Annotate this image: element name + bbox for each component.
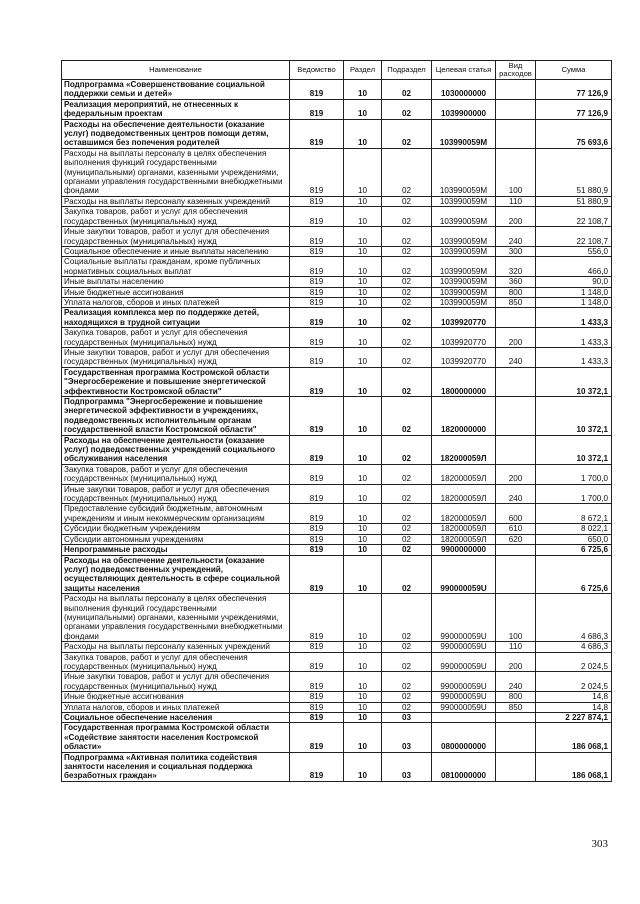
table-row — [62, 484, 612, 504]
row-expense-type — [496, 713, 536, 723]
row-target-article: 1039920770 — [432, 308, 496, 328]
row-target-article: 1030000000 — [432, 80, 496, 100]
row-podrazdel: 02 — [382, 594, 432, 642]
row-sum: 2 024,5 — [536, 672, 612, 692]
header-razdel: Раздел — [344, 61, 382, 80]
row-expense-type: 240 — [496, 672, 536, 692]
row-target-article: 1039920770 — [432, 347, 496, 367]
row-name: Закупка товаров, работ и услуг для обеспечения государственных (муниципальных) нужд — [62, 207, 290, 227]
row-razdel: 10 — [344, 672, 382, 692]
header-expense-type: Вид расходов — [496, 61, 536, 80]
row-razdel: 10 — [344, 594, 382, 642]
row-name: Закупка товаров, работ и услуг для обеспечения государственных (муниципальных) нужд — [62, 652, 290, 672]
table-row — [62, 308, 612, 328]
table-row — [62, 702, 612, 712]
row-expense-type: 620 — [496, 534, 536, 544]
row-target-article — [432, 713, 496, 723]
row-sum: 10 372,1 — [536, 367, 612, 396]
row-vedomstvo: 819 — [290, 534, 344, 544]
row-target-article: 1039900000 — [432, 99, 496, 119]
table-row — [62, 148, 612, 196]
row-razdel: 10 — [344, 308, 382, 328]
row-name: Расходы на выплаты персоналу казенных учреждений — [62, 196, 290, 206]
row-podrazdel: 02 — [382, 196, 432, 206]
row-expense-type: 240 — [496, 484, 536, 504]
row-sum: 51 880,9 — [536, 148, 612, 196]
row-name: Субсидии бюджетным учреждениям — [62, 524, 290, 534]
row-target-article: 103990059М — [432, 119, 496, 148]
row-podrazdel: 03 — [382, 713, 432, 723]
row-expense-type — [496, 119, 536, 148]
row-expense-type: 610 — [496, 524, 536, 534]
row-name: Иные бюджетные ассигнования — [62, 692, 290, 702]
row-name: Субсидии автономным учреждениям — [62, 534, 290, 544]
table-row — [62, 692, 612, 702]
row-razdel: 10 — [344, 246, 382, 256]
row-razdel: 10 — [344, 80, 382, 100]
row-target-article: 990000059U — [432, 652, 496, 672]
row-razdel: 10 — [344, 347, 382, 367]
row-vedomstvo: 819 — [290, 227, 344, 247]
row-name: Закупка товаров, работ и услуг для обеспечения государственных (муниципальных) нужд — [62, 464, 290, 484]
row-name: Подпрограмма «Совершенствование социальной поддержки семьи и детей» — [62, 80, 290, 100]
row-razdel: 10 — [344, 713, 382, 723]
row-target-article: 182000059Л — [432, 524, 496, 534]
row-name: Расходы на выплаты персоналу в целях обеспечения выполнения функций государственными (муниципальными) органами, казенными учреждениями, органами управления государственными внебюджетными фондами — [62, 594, 290, 642]
row-podrazdel: 02 — [382, 672, 432, 692]
row-expense-type: 200 — [496, 464, 536, 484]
row-podrazdel: 02 — [382, 277, 432, 287]
row-name: Реализация комплекса мер по поддержке детей, находящихся в трудной ситуации — [62, 308, 290, 328]
table-row — [62, 99, 612, 119]
table-header-row — [62, 61, 612, 80]
row-podrazdel: 03 — [382, 723, 432, 752]
row-name: Расходы на обеспечение деятельности (оказание услуг) подведомственных учреждений социального обслуживания населения — [62, 435, 290, 464]
table-row — [62, 435, 612, 464]
row-podrazdel: 02 — [382, 308, 432, 328]
row-vedomstvo: 819 — [290, 692, 344, 702]
row-sum: 650,0 — [536, 534, 612, 544]
row-sum: 1 148,0 — [536, 287, 612, 297]
row-vedomstvo: 819 — [290, 594, 344, 642]
row-name: Подпрограмма "Энергосбережение и повышение энергетической эффективности в учреждениях, подведомственных исполнительным органам государственной власти Костромской области" — [62, 397, 290, 436]
row-razdel: 10 — [344, 207, 382, 227]
row-razdel: 10 — [344, 328, 382, 348]
row-podrazdel: 02 — [382, 397, 432, 436]
row-podrazdel: 02 — [382, 652, 432, 672]
row-vedomstvo: 819 — [290, 119, 344, 148]
row-expense-type — [496, 555, 536, 594]
row-podrazdel: 02 — [382, 99, 432, 119]
table-row — [62, 464, 612, 484]
header-target-article: Целевая статья — [432, 61, 496, 80]
row-razdel: 10 — [344, 435, 382, 464]
row-razdel: 10 — [344, 723, 382, 752]
table-row — [62, 555, 612, 594]
row-name: Социальное обеспечение и иные выплаты населению — [62, 246, 290, 256]
table-row — [62, 347, 612, 367]
row-razdel: 10 — [344, 652, 382, 672]
row-name: Расходы на выплаты персоналу в целях обеспечения выполнения функций государственными (муниципальными) органами, казенными учреждениями, органами управления государственными внебюджетными фондами — [62, 148, 290, 196]
row-vedomstvo: 819 — [290, 80, 344, 100]
row-target-article: 182000059Л — [432, 504, 496, 524]
row-target-article: 990000059U — [432, 702, 496, 712]
row-sum: 77 126,9 — [536, 80, 612, 100]
row-target-article: 103990059М — [432, 297, 496, 307]
row-expense-type — [496, 99, 536, 119]
row-target-article: 103990059М — [432, 207, 496, 227]
row-razdel: 10 — [344, 397, 382, 436]
row-vedomstvo: 819 — [290, 642, 344, 652]
row-expense-type: 200 — [496, 207, 536, 227]
row-name: Иные выплаты населению — [62, 277, 290, 287]
row-podrazdel: 02 — [382, 555, 432, 594]
row-sum: 10 372,1 — [536, 435, 612, 464]
row-name: Закупка товаров, работ и услуг для обеспечения государственных (муниципальных) нужд — [62, 328, 290, 348]
row-sum: 10 372,1 — [536, 397, 612, 436]
row-sum: 466,0 — [536, 257, 612, 277]
row-razdel: 10 — [344, 464, 382, 484]
table-row — [62, 328, 612, 348]
row-expense-type: 800 — [496, 287, 536, 297]
row-vedomstvo: 819 — [290, 246, 344, 256]
row-podrazdel: 02 — [382, 119, 432, 148]
row-target-article: 1800000000 — [432, 367, 496, 396]
row-expense-type: 240 — [496, 347, 536, 367]
row-podrazdel: 02 — [382, 328, 432, 348]
table-row — [62, 713, 612, 723]
row-name: Расходы на обеспечение деятельности (оказание услуг) подведомственных учреждений, осуществляющих деятельность в сфере социальной защиты населения — [62, 555, 290, 594]
row-razdel: 10 — [344, 227, 382, 247]
row-sum: 1 700,0 — [536, 464, 612, 484]
row-target-article: 990000059U — [432, 642, 496, 652]
row-vedomstvo: 819 — [290, 484, 344, 504]
row-name: Непрограммные расходы — [62, 545, 290, 555]
row-target-article: 182000059Л — [432, 464, 496, 484]
row-expense-type: 850 — [496, 297, 536, 307]
table-row — [62, 80, 612, 100]
row-vedomstvo: 819 — [290, 347, 344, 367]
header-name: Наименование — [62, 61, 290, 80]
row-expense-type: 200 — [496, 328, 536, 348]
row-sum: 8 022,1 — [536, 524, 612, 534]
table-row — [62, 196, 612, 206]
row-vedomstvo: 819 — [290, 524, 344, 534]
row-sum: 1 148,0 — [536, 297, 612, 307]
row-sum: 75 693,6 — [536, 119, 612, 148]
row-podrazdel: 02 — [382, 484, 432, 504]
row-target-article: 103990059М — [432, 246, 496, 256]
row-name: Социальные выплаты гражданам, кроме публичных нормативных социальных выплат — [62, 257, 290, 277]
row-razdel: 10 — [344, 752, 382, 781]
row-name: Расходы на выплаты персоналу казенных учреждений — [62, 642, 290, 652]
row-razdel: 10 — [344, 524, 382, 534]
table-row — [62, 207, 612, 227]
row-sum: 22 108,7 — [536, 207, 612, 227]
row-target-article: 182000059Л — [432, 484, 496, 504]
row-vedomstvo: 819 — [290, 435, 344, 464]
row-name: Социальное обеспечение населения — [62, 713, 290, 723]
row-sum: 2 024,5 — [536, 652, 612, 672]
row-target-article: 103990059М — [432, 227, 496, 247]
row-name: Государственная программа Костромской области "Энергосбережение и повышение энергетической эффективности Костромской области" — [62, 367, 290, 396]
row-sum: 14,8 — [536, 692, 612, 702]
row-target-article: 0810000000 — [432, 752, 496, 781]
row-razdel: 10 — [344, 277, 382, 287]
row-vedomstvo: 819 — [290, 545, 344, 555]
row-podrazdel: 02 — [382, 148, 432, 196]
row-expense-type: 800 — [496, 692, 536, 702]
row-sum: 556,0 — [536, 246, 612, 256]
row-podrazdel: 02 — [382, 257, 432, 277]
row-target-article: 103990059М — [432, 148, 496, 196]
row-name: Реализация мероприятий, не отнесенных к федеральным проектам — [62, 99, 290, 119]
row-podrazdel: 02 — [382, 692, 432, 702]
row-sum: 1 433,3 — [536, 347, 612, 367]
row-expense-type: 100 — [496, 594, 536, 642]
row-sum: 51 880,9 — [536, 196, 612, 206]
row-expense-type — [496, 80, 536, 100]
row-razdel: 10 — [344, 99, 382, 119]
row-sum: 1 433,3 — [536, 308, 612, 328]
row-sum: 4 686,3 — [536, 642, 612, 652]
row-expense-type: 240 — [496, 227, 536, 247]
row-sum: 14,8 — [536, 702, 612, 712]
header-vedomstvo: Ведомство — [290, 61, 344, 80]
row-vedomstvo: 819 — [290, 367, 344, 396]
row-name: Иные закупки товаров, работ и услуг для обеспечения государственных (муниципальных) нужд — [62, 672, 290, 692]
row-razdel: 10 — [344, 642, 382, 652]
row-target-article: 103990059М — [432, 257, 496, 277]
row-vedomstvo: 819 — [290, 277, 344, 287]
row-sum: 6 725,6 — [536, 555, 612, 594]
row-expense-type: 850 — [496, 702, 536, 712]
header-sum: Сумма — [536, 61, 612, 80]
row-vedomstvo: 819 — [290, 328, 344, 348]
row-vedomstvo: 819 — [290, 504, 344, 524]
table-row — [62, 672, 612, 692]
row-podrazdel: 03 — [382, 752, 432, 781]
row-target-article: 1039920770 — [432, 328, 496, 348]
table-row — [62, 297, 612, 307]
row-vedomstvo: 819 — [290, 713, 344, 723]
row-razdel: 10 — [344, 504, 382, 524]
row-expense-type — [496, 397, 536, 436]
table-row — [62, 524, 612, 534]
row-vedomstvo: 819 — [290, 99, 344, 119]
row-target-article: 0800000000 — [432, 723, 496, 752]
row-sum: 4 686,3 — [536, 594, 612, 642]
row-podrazdel: 02 — [382, 207, 432, 227]
row-podrazdel: 02 — [382, 642, 432, 652]
row-vedomstvo: 819 — [290, 196, 344, 206]
row-target-article: 990000059U — [432, 672, 496, 692]
row-expense-type — [496, 752, 536, 781]
row-name: Иные закупки товаров, работ и услуг для обеспечения государственных (муниципальных) нужд — [62, 227, 290, 247]
row-podrazdel: 02 — [382, 227, 432, 247]
row-expense-type: 300 — [496, 246, 536, 256]
row-name: Подпрограмма «Активная политика содействия занятости населения и социальная поддержка безработных граждан» — [62, 752, 290, 781]
row-vedomstvo: 819 — [290, 672, 344, 692]
row-podrazdel: 02 — [382, 464, 432, 484]
row-expense-type — [496, 723, 536, 752]
row-target-article: 990000059U — [432, 692, 496, 702]
table-row — [62, 119, 612, 148]
row-target-article: 103990059М — [432, 196, 496, 206]
row-target-article: 990000059U — [432, 594, 496, 642]
row-podrazdel: 02 — [382, 297, 432, 307]
row-target-article: 990000059U — [432, 555, 496, 594]
row-razdel: 10 — [344, 555, 382, 594]
row-expense-type: 110 — [496, 196, 536, 206]
row-sum: 2 227 874,1 — [536, 713, 612, 723]
row-podrazdel: 02 — [382, 80, 432, 100]
row-vedomstvo: 819 — [290, 207, 344, 227]
row-razdel: 10 — [344, 692, 382, 702]
table-row — [62, 504, 612, 524]
row-sum: 1 700,0 — [536, 484, 612, 504]
table-row — [62, 257, 612, 277]
table-row — [62, 367, 612, 396]
row-vedomstvo: 819 — [290, 287, 344, 297]
row-expense-type: 110 — [496, 642, 536, 652]
row-podrazdel: 02 — [382, 504, 432, 524]
row-vedomstvo: 819 — [290, 555, 344, 594]
row-name: Иные закупки товаров, работ и услуг для обеспечения государственных (муниципальных) нужд — [62, 347, 290, 367]
row-podrazdel: 02 — [382, 702, 432, 712]
budget-table — [61, 60, 612, 782]
row-razdel: 10 — [344, 287, 382, 297]
row-sum: 90,0 — [536, 277, 612, 287]
table-row — [62, 642, 612, 652]
row-podrazdel: 02 — [382, 347, 432, 367]
row-razdel: 10 — [344, 484, 382, 504]
row-razdel: 10 — [344, 196, 382, 206]
row-target-article: 182000059Л — [432, 435, 496, 464]
table-row — [62, 397, 612, 436]
row-name: Иные бюджетные ассигнования — [62, 287, 290, 297]
row-target-article: 1820000000 — [432, 397, 496, 436]
row-expense-type: 200 — [496, 652, 536, 672]
row-vedomstvo: 819 — [290, 652, 344, 672]
table-row — [62, 227, 612, 247]
row-podrazdel: 02 — [382, 545, 432, 555]
row-target-article: 103990059М — [432, 277, 496, 287]
row-razdel: 10 — [344, 545, 382, 555]
row-name: Расходы на обеспечение деятельности (оказание услуг) подведомственных центров помощи детям, оставшимся без попечения родителей — [62, 119, 290, 148]
row-razdel: 10 — [344, 367, 382, 396]
row-expense-type: 320 — [496, 257, 536, 277]
row-razdel: 10 — [344, 702, 382, 712]
row-target-article: 9900000000 — [432, 545, 496, 555]
row-vedomstvo: 819 — [290, 308, 344, 328]
table-row — [62, 752, 612, 781]
row-name: Уплата налогов, сборов и иных платежей — [62, 702, 290, 712]
row-podrazdel: 02 — [382, 435, 432, 464]
row-vedomstvo: 819 — [290, 148, 344, 196]
row-podrazdel: 02 — [382, 246, 432, 256]
row-razdel: 10 — [344, 534, 382, 544]
row-vedomstvo: 819 — [290, 464, 344, 484]
row-vedomstvo: 819 — [290, 723, 344, 752]
row-razdel: 10 — [344, 119, 382, 148]
row-vedomstvo: 819 — [290, 702, 344, 712]
row-expense-type: 600 — [496, 504, 536, 524]
table-row — [62, 594, 612, 642]
row-name: Иные закупки товаров, работ и услуг для обеспечения государственных (муниципальных) нужд — [62, 484, 290, 504]
table-body — [62, 80, 612, 782]
row-target-article: 103990059М — [432, 287, 496, 297]
table-row — [62, 287, 612, 297]
row-podrazdel: 02 — [382, 287, 432, 297]
row-sum: 6 725,6 — [536, 545, 612, 555]
row-target-article: 182000059Л — [432, 534, 496, 544]
row-vedomstvo: 819 — [290, 752, 344, 781]
row-sum: 1 433,3 — [536, 328, 612, 348]
row-sum: 186 068,1 — [536, 723, 612, 752]
table-row — [62, 723, 612, 752]
table-row — [62, 652, 612, 672]
row-podrazdel: 02 — [382, 524, 432, 534]
row-expense-type — [496, 308, 536, 328]
row-name: Государственная программа Костромской области «Содействие занятости населения Костромской области» — [62, 723, 290, 752]
row-sum: 186 068,1 — [536, 752, 612, 781]
page-number: 303 — [591, 838, 608, 850]
row-podrazdel: 02 — [382, 534, 432, 544]
row-expense-type — [496, 545, 536, 555]
table-row — [62, 534, 612, 544]
header-podrazdel: Подраздел — [382, 61, 432, 80]
row-expense-type — [496, 435, 536, 464]
row-podrazdel: 02 — [382, 367, 432, 396]
row-name: Уплата налогов, сборов и иных платежей — [62, 297, 290, 307]
table-row — [62, 545, 612, 555]
row-sum: 22 108,7 — [536, 227, 612, 247]
row-vedomstvo: 819 — [290, 397, 344, 436]
row-sum: 8 672,1 — [536, 504, 612, 524]
table-row — [62, 277, 612, 287]
row-vedomstvo: 819 — [290, 297, 344, 307]
row-sum: 77 126,9 — [536, 99, 612, 119]
table-row — [62, 246, 612, 256]
row-name: Предоставление субсидий бюджетным, автономным учреждениям и иным некоммерческим организациям — [62, 504, 290, 524]
row-razdel: 10 — [344, 297, 382, 307]
row-vedomstvo: 819 — [290, 257, 344, 277]
row-razdel: 10 — [344, 257, 382, 277]
row-expense-type: 100 — [496, 148, 536, 196]
row-expense-type: 360 — [496, 277, 536, 287]
row-expense-type — [496, 367, 536, 396]
row-razdel: 10 — [344, 148, 382, 196]
